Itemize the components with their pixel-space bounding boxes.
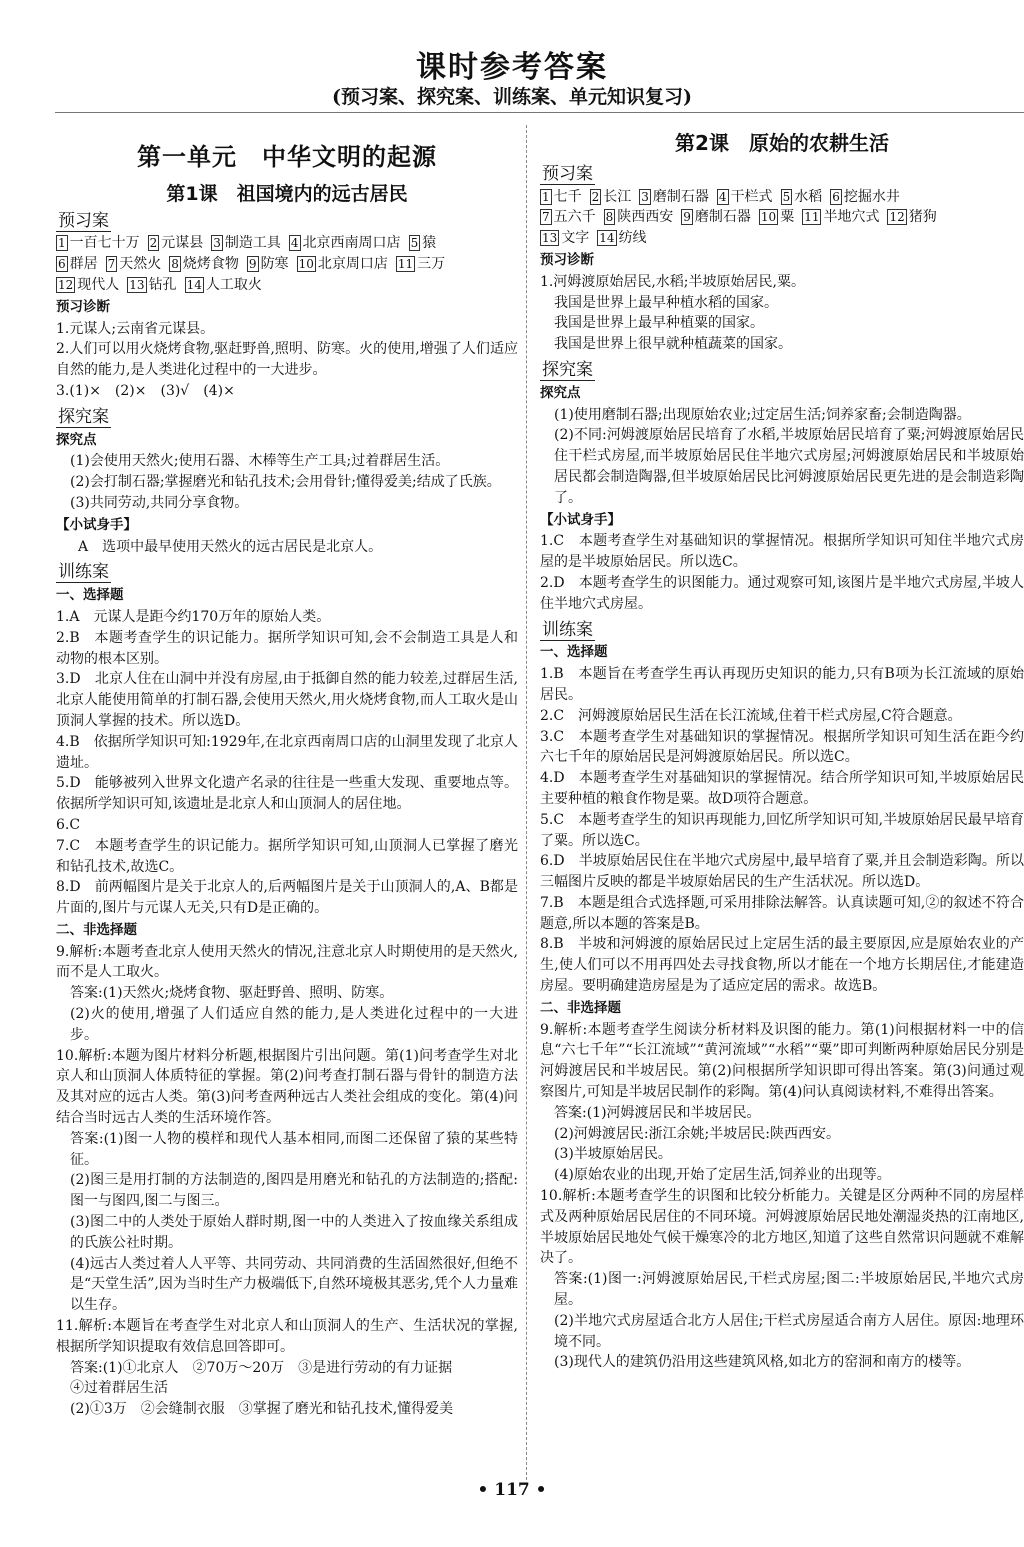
- answer-text: 制造工具: [224, 235, 281, 252]
- answer-number: 14: [186, 277, 202, 292]
- answer-paragraph: 10.解析:本题为图片材料分析题,根据图片引出问题。第(1)问考查学生对北京人和山顶洞人体质特征的掌握。第(2)问考查打制石器与骨针的制造方法及其对应的远古人类。第(3)问考查两种远古人类社会组成的变化。第(4)问结合当时远古人类的生活环境作答。: [56, 1047, 518, 1127]
- answer-paragraph: (3)图二中的人类处于原始人群时期,图一中的人类进入了按血缘关系组成的氏族公社时期。: [70, 1214, 518, 1251]
- answer-text: 七千: [553, 188, 582, 205]
- answer-text: 粟: [780, 209, 795, 226]
- answer-number: 7: [542, 210, 550, 225]
- answer-number: 6: [832, 189, 840, 204]
- answer-paragraph: 2.人们可以用火烧烤食物,驱赶野兽,照明、防寒。火的使用,增强了人们适应自然的能力,是人类进化过程中的一大进步。: [56, 341, 518, 379]
- header-rule: [55, 112, 1024, 113]
- explore-heading: 探究案: [542, 359, 593, 380]
- column-divider: [526, 125, 527, 1480]
- answer-number: 4: [290, 236, 299, 251]
- choice-answers: [540, 664, 1024, 997]
- preview-answers: [540, 187, 1024, 249]
- training-heading: 训练案: [58, 562, 109, 583]
- answer-number: 2: [149, 236, 158, 251]
- answer-paragraph: 我国是世界上很早就种植蔬菜的国家。: [554, 336, 792, 353]
- right-column: [540, 125, 1024, 1373]
- question-9: [56, 942, 518, 1046]
- answer-text: 五六千: [553, 209, 596, 226]
- answer-paragraph: (4)原始农业的出现,开始了定居生活,饲养业的出现等。: [554, 1167, 891, 1184]
- answer-text: 一百七十万: [69, 235, 140, 252]
- answer-paragraph: 6.C: [56, 816, 81, 833]
- answer-paragraph: 答案:(1)河姆渡居民和半坡居民。: [554, 1104, 761, 1121]
- answer-paragraph: (2)火的使用,增强了人们适应自然的能力,是人类进化过程中的一大进步。: [70, 1006, 518, 1043]
- answer-paragraph: (1)使用磨制石器;出现原始农业;过定居生活;饲养家畜;会制造陶器。: [554, 406, 971, 423]
- answer-paragraph: (2)图三是用打制的方法制造的,图四是用磨光和钻孔的方法制造的;搭配:图一与图四,图二与图三。: [70, 1172, 518, 1210]
- answer-number: 7: [107, 257, 116, 272]
- answer-text: 纺线: [618, 230, 647, 247]
- answer-paragraph: 7.C 本题考查学生的识记能力。据所学知识可知,山顶洞人已掌握了磨光和钻孔技术,故选C。: [56, 837, 518, 875]
- answer-paragraph: 8.D 前两幅图片是关于北京人的,后两幅图片是关于山顶洞人的,A、B都是片面的,图片与元谋人无关,只有D是正确的。: [56, 879, 518, 917]
- answer-number: 13: [129, 277, 145, 292]
- answer-text: 干栏式: [730, 188, 773, 205]
- answer-text: 北京西南周口店: [302, 235, 401, 252]
- answer-paragraph: 1.B 本题旨在考查学生再认再现历史知识的能力,只有B项为长江流域的原始居民。: [540, 666, 1024, 703]
- nonchoice-heading: 二、非选择题: [56, 921, 137, 938]
- preview-answers: [56, 233, 518, 295]
- nonchoice-heading: 二、非选择题: [540, 999, 621, 1016]
- answer-paragraph: 我国是世界上最早种植水稻的国家。: [554, 294, 778, 311]
- answer-paragraph: 10.解析:本题考查学生的识图和比较分析能力。关键是区分两种不同的房屋样式及两种原始居民居住的不同环境。河姆渡原始居民地处潮湿炎热的江南地区,半坡原始居民地处气候干燥寒冷的北方地区,知道了这些自然常识问题就不难解决了。: [540, 1188, 1024, 1267]
- diagnosis-heading: 预习诊断: [540, 251, 594, 268]
- unit-title: 第一单元 中华文明的起源: [137, 143, 437, 171]
- try-answer: A 选项中最早使用天然火的远古居民是北京人。: [78, 538, 383, 555]
- answer-number: 9: [248, 257, 257, 272]
- answer-paragraph: (2)半地穴式房屋适合北方人居住;干栏式房屋适合南方人居住。原因:地理环境不同。: [554, 1312, 1024, 1350]
- preview-line: [56, 254, 518, 275]
- answer-text: 猿: [422, 235, 437, 252]
- answer-paragraph: (3)共同劳动,共同分享食物。: [70, 494, 249, 511]
- answer-paragraph: 7.B 本题是组合式选择题,可采用排除法解答。认真读题可知,②的叙述不符合题意,所以本题的答案是B。: [540, 894, 1024, 932]
- answer-number: 1: [58, 236, 66, 251]
- answer-paragraph: 答案:(1)图一:河姆渡原始居民,干栏式房屋;图二:半坡原始居民,半地穴式房屋。: [554, 1271, 1024, 1309]
- answer-paragraph: 3.C 本题考查学生对基础知识的掌握情况。根据所学知识可知生活在距今约六七千年的原始居民是河姆渡原始居民。所以选C。: [540, 728, 1024, 766]
- lesson-2-title: 第2课 原始的农耕生活: [675, 131, 889, 155]
- answer-paragraph: 11.解析:本题旨在考查学生对北京人和山顶洞人的生产、生活状况的掌握,根据所学知识提取有效信息回答即可。: [56, 1318, 518, 1355]
- answer-paragraph: (4)远古人类过着人人平等、共同劳动、共同消费的生活固然很好,但绝不是“天堂生活”,因为当时生产力极端低下,自然环境极其恶劣,凭个人力量难以生存。: [70, 1255, 518, 1314]
- training-heading: 训练案: [542, 619, 593, 640]
- answer-text: 三万: [417, 256, 446, 273]
- answer-number: 12: [889, 210, 905, 225]
- answer-number: 3: [213, 236, 221, 251]
- answer-number: 11: [804, 210, 820, 225]
- try-heading: 【小试身手】: [56, 516, 137, 533]
- answer-text: 猪狗: [908, 209, 937, 226]
- answer-paragraph: 答案:(1)天然火;烧烤食物、驱赶野兽、照明、防寒。: [70, 985, 394, 1002]
- try-answers: [540, 531, 1024, 614]
- explore-answers: [56, 451, 518, 513]
- page-number: • 117 •: [477, 1480, 547, 1500]
- answer-paragraph: 8.B 半坡和河姆渡的原始居民过上定居生活的最主要原因,应是原始农业的产生,使人们可以不用再四处去寻找食物,所以才能在一个地方长期居住,才能建造房屋。要明确建造房屋是为了适应定居的需求。故选B。: [540, 936, 1024, 995]
- answer-number: 5: [410, 236, 419, 251]
- answer-paragraph: (2)河姆渡居民:浙江余姚;半坡居民:陕西西安。: [554, 1125, 840, 1142]
- answer-paragraph: 3.(1)× (2)× (3)√ (4)×: [56, 382, 235, 399]
- answer-number: 14: [599, 231, 615, 246]
- answer-text: 钻孔: [148, 276, 177, 293]
- answer-paragraph: 3.D 北京人住在山洞中并没有房屋,由于抵御自然的能力较差,过群居生活,北京人能使用简单的打制石器,会使用天然火,用火烧烤食物,而人工取火是山顶洞人掌握的技术。所以选D。: [56, 671, 518, 729]
- answer-text: 人工取火: [205, 276, 262, 293]
- answer-paragraph: 答案:(1)①北京人 ②70万～20万 ③是进行劳动的有力证据: [70, 1359, 453, 1376]
- explore-heading: 探究案: [58, 406, 109, 427]
- question-11: [56, 1316, 518, 1420]
- answer-paragraph: 1.元谋人;云南省元谋县。: [56, 320, 215, 337]
- answer-text: 现代人: [77, 276, 120, 293]
- answer-text: 半地穴式: [823, 209, 880, 226]
- explore-subheading: 探究点: [540, 384, 581, 401]
- answer-number: 8: [605, 210, 614, 225]
- choice-answers: [56, 607, 518, 919]
- answer-paragraph: 9.解析:本题考查北京人使用天然火的情况,注意北京人时期使用的是天然火,而不是人工取火。: [56, 943, 518, 981]
- answer-paragraph: (3)半坡原始居民。: [554, 1146, 672, 1163]
- answer-number: 3: [641, 189, 649, 204]
- answer-text: 水稻: [794, 188, 823, 205]
- question-9: [540, 1020, 1024, 1186]
- explore-subheading: 探究点: [56, 431, 97, 448]
- diagnosis-answers: [540, 272, 1024, 355]
- answer-number: 8: [171, 257, 179, 272]
- explore-answers: [540, 405, 1024, 509]
- choice-heading: 一、选择题: [56, 587, 124, 604]
- answer-paragraph: 1.A 元谋人是距今约170万年的原始人类。: [56, 608, 331, 625]
- answer-paragraph: 1.河姆渡原始居民,水稻;半坡原始居民,粟。: [540, 273, 805, 290]
- answer-number: 1: [542, 189, 550, 204]
- answer-paragraph: 2.C 河姆渡原始居民生活在长江流域,住着干栏式房屋,C符合题意。: [540, 707, 962, 724]
- answer-text: 文字: [561, 230, 590, 247]
- answer-paragraph: (1)会使用天然火;使用石器、木棒等生产工具;过着群居生活。: [70, 453, 450, 470]
- answer-text: 长江: [603, 188, 632, 205]
- answer-text: 挖掘水井: [843, 188, 900, 205]
- answer-paragraph: (2)①3万 ②会缝制衣服 ③掌握了磨光和钻孔技术,懂得爱美: [70, 1401, 454, 1418]
- answer-number: 2: [591, 189, 600, 204]
- answer-number: 5: [782, 189, 791, 204]
- answer-number: 13: [542, 231, 558, 246]
- answer-paragraph: 4.B 依据所学知识可知:1929年,在北京西南周口店的山洞里发现了北京人遗址。: [56, 733, 518, 771]
- left-column: [56, 125, 518, 1420]
- answer-number: 10: [298, 257, 314, 272]
- try-heading: 【小试身手】: [540, 511, 621, 528]
- answer-paragraph: 答案:(1)图一人物的模样和现代人基本相同,而图二还保留了猿的某些特征。: [70, 1130, 518, 1168]
- answer-paragraph: 1.C 本题考查学生对基础知识的掌握情况。根据所学知识可知住半地穴式房屋的是半坡原始居民。所以选C。: [540, 533, 1024, 571]
- answer-paragraph: (2)不同:河姆渡原始居民培育了水稻,半坡原始居民培育了粟;河姆渡原始居民住干栏式房屋,而半坡原始居民住半地穴式房屋;河姆渡原始居民和半坡原始居民都会制造陶器,但半坡原始居民比河姆渡原始居民更先进的是会制造彩陶了。: [554, 427, 1024, 506]
- answer-text: 磨制石器: [652, 188, 709, 205]
- answer-paragraph: 5.D 能够被列入世界文化遗产名录的往往是一些重大发现、重要地点等。依据所学知识可知,该遗址是北京人和山顶洞人的居住地。: [56, 775, 518, 813]
- answer-number: 9: [683, 210, 691, 225]
- preview-line: [540, 207, 1024, 228]
- answer-number: 10: [760, 210, 777, 225]
- answer-paragraph: (2)会打制石器;掌握磨光和钻孔技术;会用骨针;懂得爱美;结成了氏族。: [70, 474, 501, 491]
- answer-text: 群居: [69, 256, 98, 273]
- diagnosis-heading: 预习诊断: [56, 298, 110, 315]
- lesson-1-title: 第1课 祖国境内的远古居民: [166, 182, 408, 205]
- diagnosis-answers: [56, 319, 518, 402]
- answer-text: 元谋县: [161, 235, 204, 252]
- preview-line: [540, 228, 1024, 249]
- preview-line: [540, 187, 1024, 208]
- answer-text: 天然火: [119, 256, 162, 273]
- answer-text: 烧烤食物: [182, 256, 239, 273]
- page-title: 课时参考答案: [416, 50, 608, 85]
- preview-line: [56, 275, 518, 296]
- answer-paragraph: 2.B 本题考查学生的识记能力。据所学知识可知,会不会制造工具是人和动物的根本区别。: [56, 629, 518, 667]
- answer-text: 北京周口店: [317, 256, 388, 273]
- answer-paragraph: 6.D 半坡原始居民住在半地穴式房屋中,最早培育了粟,并且会制造彩陶。所以三幅图片反映的都是半坡原始居民的生产生活状况。所以选D。: [540, 853, 1024, 891]
- preview-heading: 预习案: [542, 163, 593, 184]
- answer-paragraph: (3)现代人的建筑仍沿用这些建筑风格,如北方的窑洞和南方的楼等。: [554, 1354, 971, 1371]
- answer-number: 12: [58, 277, 74, 292]
- question-10: [56, 1046, 518, 1316]
- answer-paragraph: 我国是世界上最早种植粟的国家。: [554, 315, 764, 332]
- answer-paragraph: 4.D 本题考查学生对基础知识的掌握情况。结合所学知识可知,半坡原始居民主要种植的粮食作物是粟。故D项符合题意。: [540, 770, 1024, 807]
- answer-paragraph: 2.D 本题考查学生的识图能力。通过观察可知,该图片是半地穴式房屋,半坡人住半地穴式房屋。: [540, 574, 1024, 612]
- question-10: [540, 1186, 1024, 1373]
- answer-number: 11: [397, 257, 414, 272]
- answer-number: 4: [718, 189, 727, 204]
- preview-heading: 预习案: [58, 210, 109, 231]
- answer-text: 陕西西安: [617, 209, 674, 226]
- answer-text: 磨制石器: [694, 209, 751, 226]
- answer-text: 防寒: [260, 256, 289, 273]
- answer-number: 6: [58, 257, 66, 272]
- answer-paragraph: 9.解析:本题考查学生阅读分析材料及识图的能力。第(1)问根据材料一中的信息“六七千年”“长江流域”“黄河流域”“水稻”“粟”即可判断两种原始居民分别是河姆渡居民和半坡居民。第(2)问根据所学知识即可得出答案。第(3)问通过观察图片,可知是半坡居民制作的彩陶。第(4)问认真阅读材料,不难得出答案。: [540, 1021, 1024, 1101]
- page-subtitle: (预习案、探究案、训练案、单元知识复习): [332, 86, 692, 108]
- answer-paragraph: ④过着群居生活: [70, 1380, 168, 1397]
- answer-paragraph: 5.C 本题考查学生的知识再现能力,回忆所学知识可知,半坡原始居民最早培育了粟。所以选C。: [540, 811, 1024, 849]
- choice-heading: 一、选择题: [540, 644, 608, 661]
- preview-line: [56, 233, 518, 254]
